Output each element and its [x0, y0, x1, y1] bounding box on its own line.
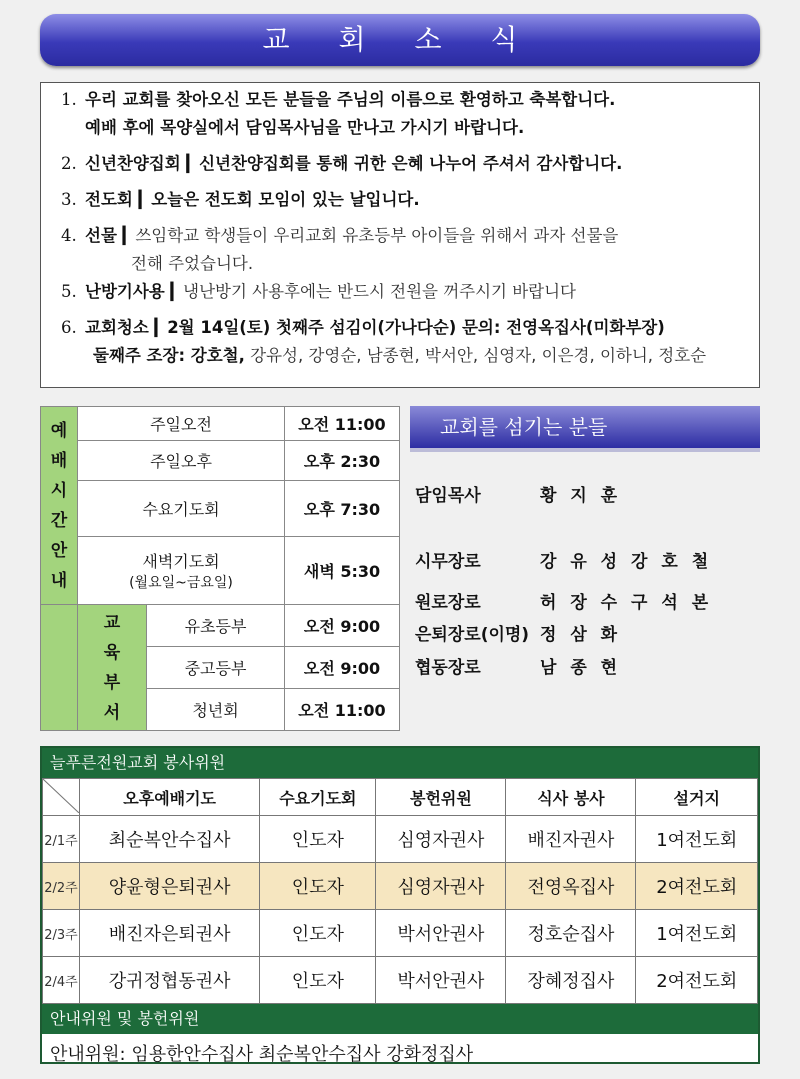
table-row — [43, 957, 758, 1004]
table-cell: 인도자 — [260, 957, 376, 1004]
diagonal-line — [43, 779, 79, 813]
week-label: 2/1주 — [43, 816, 80, 863]
news-heading: 교회청소 — [85, 318, 149, 337]
service-name: 수요기도회 — [78, 481, 285, 537]
news-heading: 전도회 — [85, 190, 133, 209]
servant-row — [415, 620, 622, 645]
servant-row — [415, 481, 622, 506]
table-row — [43, 816, 758, 863]
bar-divider: ▎ — [148, 318, 168, 337]
news-text: 오늘은 전도회 모임이 있는 날입니다. — [151, 190, 420, 209]
church-news-box — [40, 82, 760, 388]
news-text: 신년찬양집회를 통해 귀한 은혜 나누어 주셔서 감사합니다. — [199, 154, 623, 173]
news-text: 2월 14일(토) 첫째주 섬김이(가나다순) 문의: 전영옥집사(미화부장) — [167, 318, 665, 337]
table-row-highlighted — [43, 863, 758, 910]
table-cell: 심영자권사 — [376, 816, 506, 863]
servant-names: 정 삼 화 — [540, 625, 622, 645]
bar-divider: ▎ — [164, 282, 184, 301]
news-text: 쓰임학교 학생들이 우리교회 유초등부 아이들을 위해서 과자 선물을 — [135, 226, 619, 245]
servant-names: 강 유 성 강 호 철 — [540, 552, 713, 572]
news-text: 냉난방기 사용후에는 반드시 전원을 꺼주시기 바랍니다 — [183, 282, 576, 301]
service-time: 오전 11:00 — [285, 407, 400, 441]
department-name: 중고등부 — [147, 647, 285, 689]
table-cell: 인도자 — [260, 910, 376, 957]
table-cell: 1여전도회 — [636, 910, 758, 957]
item-number: 1. — [61, 90, 77, 109]
table-cell: 전영옥집사 — [506, 863, 636, 910]
news-text-continued: 강유성, 강영순, 남종현, 박서안, 심영자, 이은경, 이하니, 정호순 — [250, 346, 707, 365]
news-item-3 — [61, 186, 759, 214]
volunteer-heading: 늘푸른전원교회 봉사위원 — [42, 748, 758, 778]
table-cell: 심영자권사 — [376, 863, 506, 910]
volunteer-section — [40, 746, 760, 1064]
page-banner: 교 회 소 식 — [40, 14, 760, 66]
service-time: 새벽 5:30 — [285, 537, 400, 605]
table-cell: 배진자권사 — [506, 816, 636, 863]
column-header: 오후예배기도 — [80, 779, 260, 816]
week-label: 2/2주 — [43, 863, 80, 910]
item-number: 2. — [61, 154, 77, 173]
servant-names: 황 지 훈 — [540, 486, 622, 506]
bar-divider: ▎ — [116, 226, 136, 245]
news-item-2 — [61, 150, 759, 178]
news-text: 우리 교회를 찾아오신 모든 분들을 주님의 이름으로 환영하고 축복합니다. — [85, 90, 616, 109]
column-header: 수요기도회 — [260, 779, 376, 816]
item-number: 6. — [61, 318, 77, 337]
column-header: 식사 봉사 — [506, 779, 636, 816]
table-cell: 최순복안수집사 — [80, 816, 260, 863]
role-label: 시무장로 — [415, 552, 481, 572]
news-item-4 — [61, 222, 759, 278]
service-time: 오후 2:30 — [285, 441, 400, 481]
bar-divider: ▎ — [180, 154, 200, 173]
table-cell: 배진자은퇴권사 — [80, 910, 260, 957]
table-cell: 2여전도회 — [636, 957, 758, 1004]
role-label: 원로장로 — [415, 593, 481, 613]
servants-heading: 교회를 섬기는 분들 — [410, 406, 760, 452]
service-name: 새벽기도회 (월요일~금요일) — [78, 537, 285, 605]
servant-row — [415, 547, 713, 572]
department-name: 유초등부 — [147, 605, 285, 647]
table-cell: 정호순집사 — [506, 910, 636, 957]
news-item-1 — [61, 86, 759, 142]
service-name: 주일오전 — [78, 407, 285, 441]
table-cell: 장혜정집사 — [506, 957, 636, 1004]
role-label: 은퇴장로(이명) — [415, 625, 530, 645]
news-text-bold: 둘째주 조장: 강호철, — [93, 346, 245, 365]
news-item-5 — [61, 278, 759, 306]
news-heading: 신년찬양집회 — [85, 154, 181, 173]
role-label: 담임목사 — [415, 486, 481, 506]
item-number: 3. — [61, 190, 77, 209]
diagonal-corner-cell — [43, 779, 80, 816]
service-time: 오후 7:30 — [285, 481, 400, 537]
servant-row — [415, 653, 622, 678]
table-row — [43, 910, 758, 957]
department-name: 청년회 — [147, 689, 285, 731]
news-item-6 — [61, 314, 759, 370]
service-name: 주일오후 — [78, 441, 285, 481]
week-label: 2/4주 — [43, 957, 80, 1004]
role-label: 협동장로 — [415, 658, 481, 678]
education-department-label: 교 육 부 서 — [78, 605, 147, 731]
table-cell: 양윤형은퇴권사 — [80, 863, 260, 910]
servant-names: 남 종 현 — [540, 658, 622, 678]
news-text: 예배 후에 목양실에서 담임목사님을 만나고 가시기 바랍니다. — [85, 118, 525, 137]
table-cell: 강귀정협동권사 — [80, 957, 260, 1004]
column-header: 봉헌위원 — [376, 779, 506, 816]
servant-names: 허 장 수 구 석 본 — [540, 593, 713, 613]
table-cell: 박서안권사 — [376, 910, 506, 957]
column-header: 설거지 — [636, 779, 758, 816]
item-number: 4. — [61, 226, 77, 245]
item-number: 5. — [61, 282, 77, 301]
table-cell: 박서안권사 — [376, 957, 506, 1004]
table-cell: 인도자 — [260, 863, 376, 910]
service-time: 오전 9:00 — [285, 647, 400, 689]
bar-divider: ▎ — [132, 190, 152, 209]
worship-schedule-table — [40, 406, 400, 731]
news-heading: 난방기사용 — [85, 282, 165, 301]
worship-schedule-label: 예 배 시 간 안 내 — [41, 407, 78, 605]
volunteer-table — [42, 778, 758, 1004]
guide-text: 안내위원: 임용한안수집사 최순복안수집사 강화정집사 — [50, 1044, 474, 1065]
table-cell: 1여전도회 — [636, 816, 758, 863]
table-cell: 인도자 — [260, 816, 376, 863]
news-heading: 선물 — [85, 226, 117, 245]
news-text-continued: 전해 주었습니다. — [131, 254, 254, 273]
service-time: 오전 9:00 — [285, 605, 400, 647]
table-cell: 2여전도회 — [636, 863, 758, 910]
week-label: 2/3주 — [43, 910, 80, 957]
service-time: 오전 11:00 — [285, 689, 400, 731]
guide-heading: 안내위원 및 봉헌위원 — [42, 1004, 758, 1034]
servant-row — [415, 588, 713, 613]
